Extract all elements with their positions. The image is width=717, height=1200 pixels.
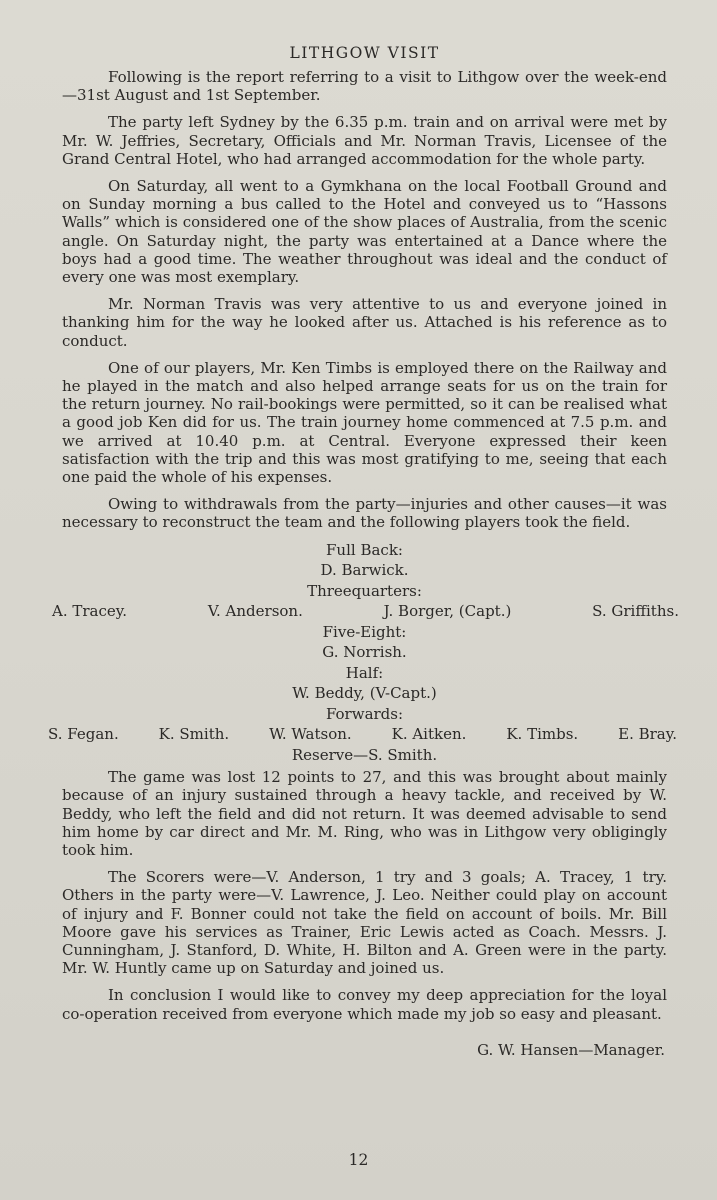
reserve-player: Reserve—S. Smith. — [291, 745, 438, 764]
player: E. Bray. — [618, 725, 677, 744]
report-body — [62, 68, 667, 532]
paragraph: In conclusion I would like to convey my deep appreciation for the loyal co-operation received from everyone which made my job so easy and pleasant. — [62, 986, 667, 1023]
player: W. Watson. — [269, 725, 352, 744]
player: S. Griffiths. — [592, 602, 679, 621]
paragraph: Mr. Norman Travis was very attentive to us and everyone joined in thanking him for the way he looked after us. Attached is his reference as to conduct. — [62, 295, 667, 350]
fullback-heading: Full Back: — [326, 540, 403, 559]
paragraph: The Scorers were—V. Anderson, 1 try and 3 goals; A. Tracey, 1 try. Others in the party were—V. Lawrence, J. Leo. Neither could play on account of injury and F. Bonner could not take the field on account of boils. Mr. Bill Moore gave his services as Trainer, Eric Lewis acted as Coach. Messrs. J. Cunningham, J. Stanford, D. White, H. Bilton and A. Green were in the party. Mr. W. Huntly came up on Saturday and joined us. — [62, 868, 667, 978]
paragraph: On Saturday, all went to a Gymkhana on the local Football Ground and on Sunday morning a bus called to the Hotel and conveyed us to “Hassons Walls” which is considered one of the show places of Australia, from the scenic angle. On Saturday night, the party was entertained at a Dance where the boys had a good time. The weather throughout was ideal and the conduct of every one was most exemplary. — [62, 177, 667, 287]
player: K. Smith. — [158, 725, 230, 744]
player: J. Borger, (Capt.) — [383, 602, 512, 621]
page-title: LITHGOW VISIT — [289, 44, 440, 62]
fullback-player: D. Barwick. — [320, 561, 409, 580]
forwards-row — [48, 724, 677, 745]
player: A. Tracey. — [52, 602, 128, 621]
team-lineup — [48, 540, 679, 766]
paragraph: Owing to withdrawals from the party—injuries and other causes—it was necessary to reconstruct the team and the following players took the field. — [62, 495, 667, 532]
threequarters-row — [52, 601, 679, 622]
player: K. Timbs. — [506, 725, 579, 744]
half-heading: Half: — [345, 663, 384, 682]
fiveeighth-player: G. Norrish. — [322, 643, 407, 662]
paragraph: One of our players, Mr. Ken Timbs is employed there on the Railway and he played in the match and also helped arrange seats for us on the train for the return journey. No rail-bookings were permitted, so it can be realised what a good job Ken did for us. The train journey home commenced at 7.5 p.m. and we arrived at 10.40 p.m. at Central. Everyone expressed their keen satisfaction with the trip and this was most gratifying to me, seeing that each one paid the whole of his expenses. — [62, 358, 667, 487]
page-number: 12 — [348, 1151, 369, 1169]
paragraph: Following is the report referring to a visit to Lithgow over the week-end—31st August and 1st September. — [62, 68, 667, 105]
paragraph: The party left Sydney by the 6.35 p.m. train and on arrival were met by Mr. W. Jeffries, Secretary, Officials and Mr. Norman Travis, Licensee of the Grand Central Hotel, who had arranged accommodation for the whole party. — [62, 113, 667, 168]
half-player: W. Beddy, (V-Capt.) — [292, 684, 437, 703]
forwards-heading: Forwards: — [325, 704, 404, 723]
threequarters-heading: Threequarters: — [307, 581, 422, 600]
player: S. Fegan. — [48, 725, 119, 744]
fiveeighth-heading: Five-Eight: — [322, 622, 407, 641]
signature: G. W. Hansen—Manager. — [477, 1040, 665, 1059]
player: K. Aitken. — [391, 725, 467, 744]
paragraph: The game was lost 12 points to 27, and this was brought about mainly because of an injury sustained through a heavy tackle, and received by W. Beddy, who left the field and did not return. It was deemed advisable to send him home by car direct and Mr. M. Ring, who was in Lithgow very obligingly took him. — [62, 768, 667, 859]
report-conclusion — [62, 768, 667, 1023]
player: V. Anderson. — [207, 602, 303, 621]
